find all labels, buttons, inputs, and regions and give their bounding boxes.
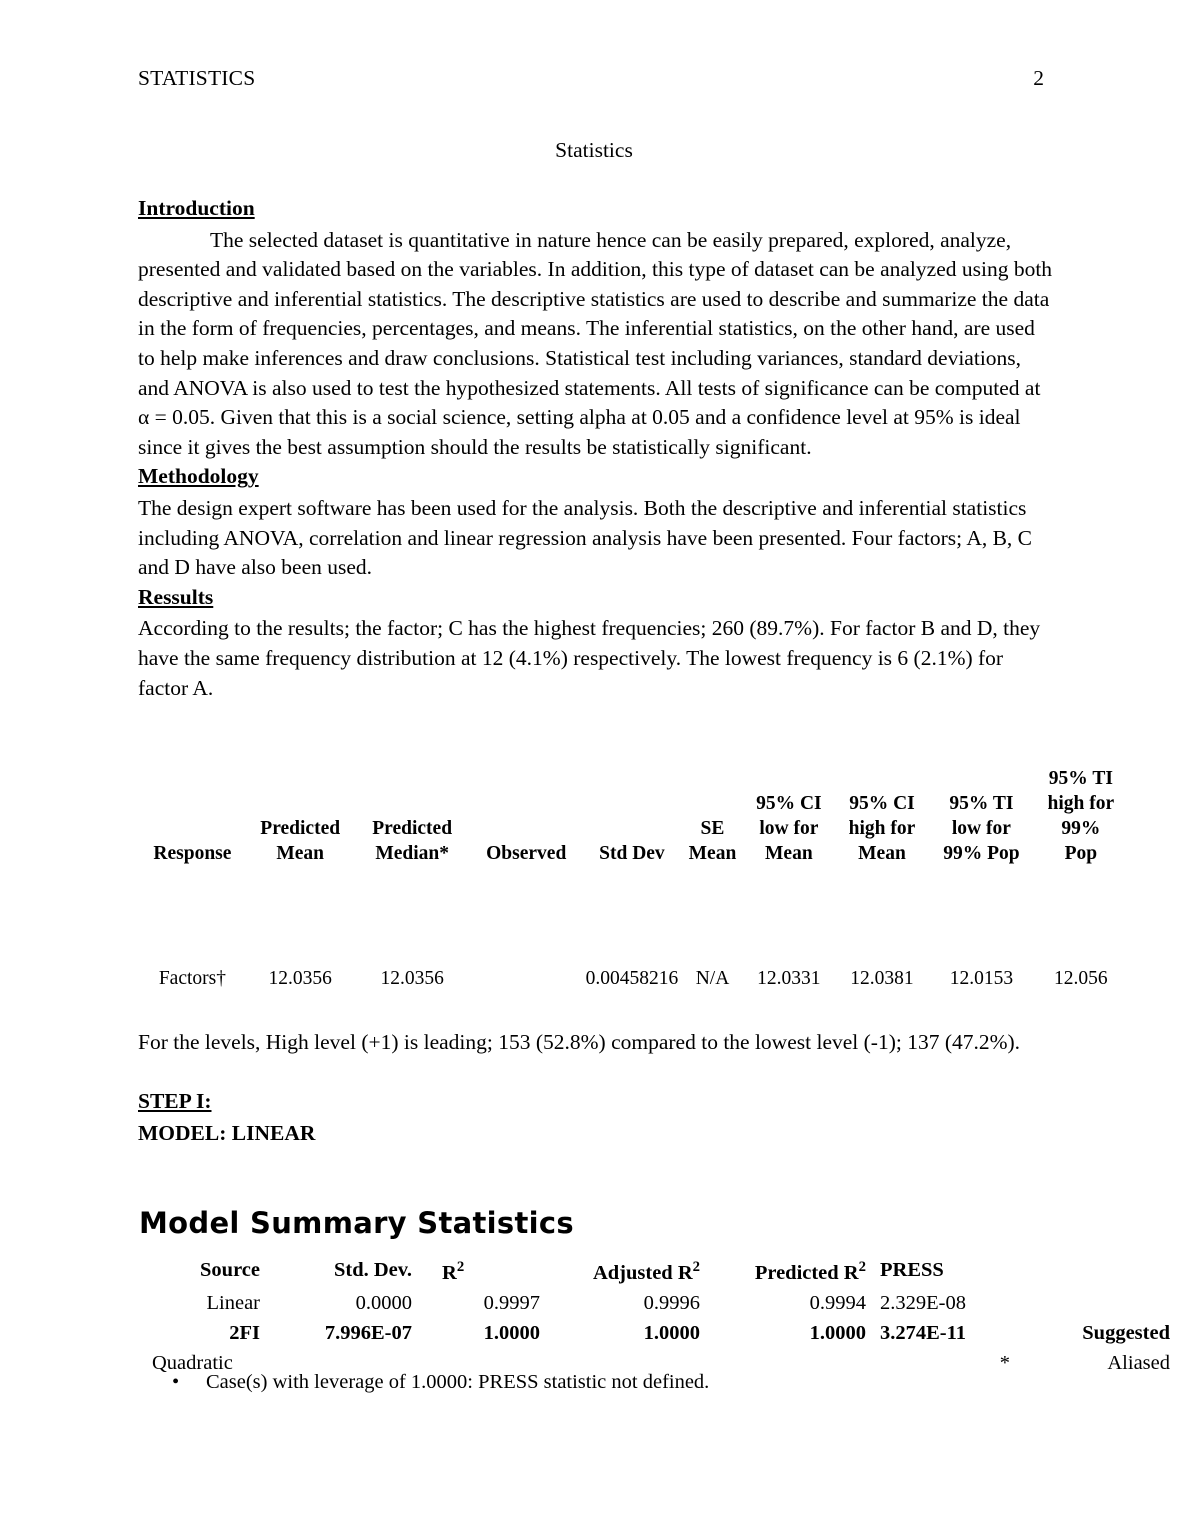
table-row	[138, 960, 1128, 992]
cell-ci-low-mean: 12.0331	[757, 968, 821, 989]
col-header-ci-high-line1: 95% CI	[849, 793, 915, 814]
bullet-icon: •	[172, 1371, 180, 1393]
col-header-ti-high-line3: 99%	[1061, 818, 1101, 839]
blank-line	[138, 1058, 1053, 1088]
cell-se-mean: N/A	[695, 968, 730, 989]
cell-press: 2.329E-08	[880, 1291, 966, 1314]
running-header	[138, 68, 1050, 90]
col-header-ci-high-line2: high for	[848, 818, 916, 839]
col-header-std-dev: Std. Dev.	[333, 1258, 412, 1281]
cell-adjusted-r2: 1.0000	[643, 1321, 700, 1344]
step-one-heading: STEP I:	[138, 1089, 212, 1114]
cell-press-aliased-marker: *	[999, 1351, 1010, 1374]
spacer-cell	[682, 866, 743, 960]
col-header-ci-low-line2: low for	[759, 818, 819, 839]
col-header-observed	[471, 756, 582, 866]
spacer-cell	[743, 866, 835, 960]
cell-predicted-mean: 12.0356	[268, 968, 332, 989]
col-header-ci-low-mean	[743, 756, 835, 866]
cell-std-dev: 0.0000	[355, 1291, 412, 1314]
col-header-predicted-mean-line2: Mean	[276, 843, 325, 864]
cell-note: Suggested	[1082, 1321, 1170, 1344]
ressults-paragraph: According to the results; the factor; C has the highest frequencies; 260 (89.7%). For factor B and D, they have the same frequency distribution at 12 (4.1%) respectively. The lowest frequency is 6 (2.1%) for factor A.	[138, 616, 1041, 700]
cell-press: 3.274E-11	[880, 1321, 966, 1344]
col-header-note	[1026, 1252, 1174, 1288]
col-header-ti-high-line2: high for	[1047, 793, 1115, 814]
col-header-r2-base: R	[442, 1261, 457, 1284]
cell-std-dev: 0.00458216	[585, 968, 679, 989]
col-header-r2-superscript: 2	[456, 1259, 465, 1275]
model-summary-header-row	[152, 1252, 1174, 1288]
prediction-table-header-row	[138, 756, 1128, 866]
table-row	[152, 1288, 1174, 1318]
cell-adjusted-r2: 0.9996	[643, 1291, 700, 1314]
col-header-std-dev	[582, 756, 682, 866]
cell-predicted-r2: 0.9994	[809, 1291, 866, 1314]
cell-r2: 1.0000	[483, 1321, 540, 1344]
methodology-paragraph: The design expert software has been used for the analysis. Both the descriptive and inferential statistics including ANOVA, correlation and linear regression analysis have been presented. Four factors; A, B, C and D have also been used.	[138, 495, 1033, 580]
cell-ci-high-mean: 12.0381	[850, 968, 914, 989]
cell-predicted-median: 12.0356	[380, 968, 444, 989]
model-summary-footnote	[172, 1368, 709, 1397]
model-summary-footnote-text: Case(s) with leverage of 1.0000: PRESS statistic not defined.	[206, 1371, 710, 1393]
spacer-cell	[471, 866, 582, 960]
body-content	[138, 194, 1053, 703]
col-header-ci-low-line1: 95% CI	[756, 793, 822, 814]
col-header-adjusted-r2	[540, 1252, 714, 1288]
col-header-adjusted-r2-base: Adjusted R	[592, 1261, 693, 1284]
col-header-predicted-median	[354, 756, 471, 866]
col-header-ti-low-99pop	[929, 756, 1034, 866]
step-one-heading-line	[138, 1087, 1053, 1119]
levels-note-paragraph: For the levels, High level (+1) is leading; 153 (52.8%) compared to the lowest level (-1); 137 (47.2%).	[138, 1030, 1021, 1054]
col-header-predicted-median-line2: Median*	[375, 843, 449, 864]
cell-std-dev: 7.996E-07	[324, 1321, 412, 1344]
col-header-ti-high-line1: 95% TI	[1048, 768, 1113, 789]
spacer-cell	[835, 866, 929, 960]
running-header-title: STATISTICS	[138, 66, 256, 90]
col-header-predicted-median-line1: Predicted	[372, 818, 453, 839]
document-title: Statistics	[555, 138, 633, 162]
col-header-ti-low-line1: 95% TI	[949, 793, 1014, 814]
methodology-heading: Methodology	[138, 464, 259, 489]
introduction-heading: Introduction	[138, 196, 255, 220]
spacer-cell	[138, 866, 247, 960]
col-header-predicted-r2	[714, 1252, 880, 1288]
prediction-table-spacer-row	[138, 866, 1128, 960]
cell-source: 2FI	[229, 1321, 260, 1344]
ressults-heading-line	[138, 583, 1053, 615]
spacer-cell	[1034, 866, 1128, 960]
ressults-heading: Ressults	[138, 584, 214, 609]
col-header-adjusted-r2-superscript: 2	[692, 1259, 700, 1275]
spacer-cell	[929, 866, 1034, 960]
col-header-ci-high-mean	[835, 756, 929, 866]
col-header-ti-low-line2: low for	[951, 818, 1011, 839]
col-header-press: PRESS	[880, 1258, 944, 1281]
col-header-observed-label: Observed	[486, 843, 567, 864]
cell-note	[1026, 1288, 1174, 1318]
cell-note: Aliased	[1107, 1351, 1170, 1374]
methodology-heading-line	[138, 462, 1053, 494]
col-header-se-mean-line1: SE	[700, 818, 725, 839]
introduction-heading-line	[138, 194, 1053, 226]
cell-r2: 0.9997	[483, 1291, 540, 1314]
prediction-table	[138, 756, 1128, 992]
cell-source: Quadratic	[152, 1351, 233, 1374]
col-header-predicted-r2-base: Predicted R	[754, 1261, 859, 1284]
col-header-se-mean-line2: Mean	[688, 843, 737, 864]
col-header-r2	[426, 1252, 540, 1288]
col-header-ti-high-99pop	[1034, 756, 1128, 866]
col-header-source: Source	[200, 1258, 260, 1281]
table-row	[152, 1318, 1174, 1348]
cell-ti-low-99pop: 12.0153	[949, 968, 1014, 989]
model-summary-title: Model Summary Statistics	[139, 1206, 574, 1240]
model-linear-line	[138, 1119, 1053, 1151]
spacer-cell	[582, 866, 682, 960]
cell-source: Linear	[206, 1291, 260, 1314]
col-header-predicted-mean-line1: Predicted	[260, 818, 341, 839]
col-header-ci-low-line3: Mean	[765, 843, 813, 864]
cell-observed	[471, 960, 582, 992]
col-header-ci-high-line3: Mean	[858, 843, 906, 864]
model-summary-table	[152, 1252, 1174, 1378]
cell-predicted-r2: 1.0000	[809, 1321, 866, 1344]
model-linear-label: MODEL: LINEAR	[138, 1120, 316, 1145]
introduction-paragraph: The selected dataset is quantitative in nature hence can be easily prepared, explored, analyze, presented and validated based on the variables. In addition, this type of dataset can be analyzed using both descriptive and inferential statistics. The descriptive statistics are used to describe and summarize the data in the form of frequencies, percentages, and means. The inferential statistics, on the other hand, are used to help make inferences and draw conclusions. Statistical test including variances, standard deviations, and ANOVA is also used to test the hypothesized statements. All tests of significance can be computed at α = 0.05. Given that this is a social science, setting alpha at 0.05 and a confidence level at 95% is ideal since it gives the best assumption should the results be statistically significant.	[138, 227, 1053, 459]
cell-response: Factors†	[158, 968, 226, 989]
cell-ti-high-99pop: 12.056	[1054, 968, 1108, 989]
cell-predicted-r2	[714, 1348, 880, 1378]
col-header-ti-low-line3: 99% Pop	[943, 843, 1020, 864]
col-header-response	[138, 756, 247, 866]
col-header-ti-high-line4: Pop	[1064, 843, 1098, 864]
col-header-se-mean	[682, 756, 743, 866]
col-header-response-label: Response	[153, 843, 232, 864]
spacer-cell	[247, 866, 354, 960]
page-number: 2	[1033, 66, 1044, 90]
post-table-content	[138, 1028, 1053, 1150]
col-header-predicted-r2-superscript: 2	[858, 1259, 866, 1275]
col-header-predicted-mean	[247, 756, 354, 866]
col-header-std-dev-label: Std Dev	[599, 843, 665, 864]
spacer-cell	[354, 866, 471, 960]
